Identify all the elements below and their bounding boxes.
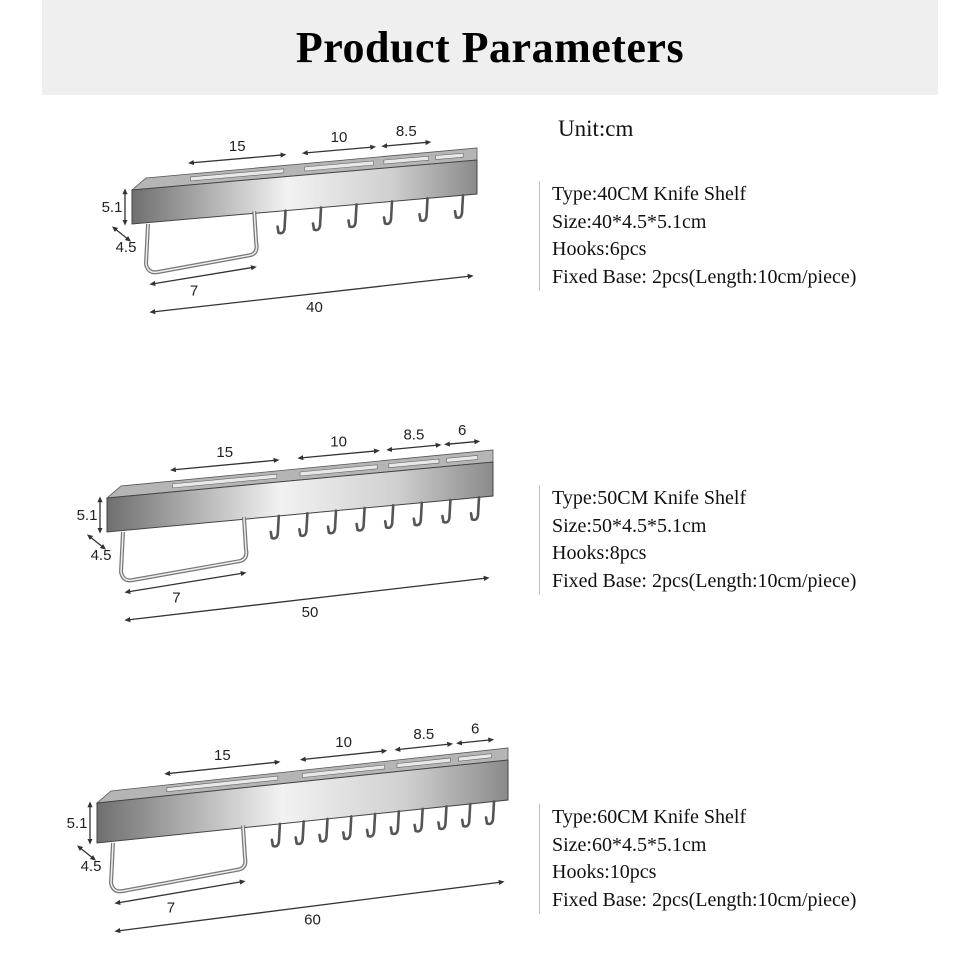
slot4-label: 6: [470, 720, 480, 738]
hook: [415, 809, 423, 832]
spec-base: Fixed Base: 2pcs(Length:10cm/piece): [552, 569, 857, 592]
hook: [486, 801, 494, 824]
hook: [296, 821, 304, 844]
height-label: 5.1: [101, 199, 123, 216]
spec-size: Size:50*4.5*5.1cm: [552, 514, 707, 537]
slot2-label: 10: [330, 433, 347, 451]
page-title: Product Parameters: [295, 23, 685, 72]
hook: [438, 806, 446, 829]
slot4-dimension: [459, 740, 492, 743]
hook: [391, 811, 399, 834]
height-label: 5.1: [66, 815, 88, 832]
spec-type: Type:40CM Knife Shelf: [552, 183, 747, 205]
rail-label: 7: [172, 589, 181, 607]
spec-base: Fixed Base: 2pcs(Length:10cm/piece): [552, 888, 857, 911]
hook: [462, 804, 470, 827]
slot3-dimension: [397, 744, 450, 750]
spec-type: Type:50CM Knife Shelf: [552, 487, 747, 509]
hook: [272, 824, 280, 847]
spec-hooks: Hooks:8pcs: [552, 542, 647, 564]
hook: [343, 816, 351, 839]
length-label: 40: [306, 299, 323, 316]
spec-type: Type:60CM Knife Shelf: [552, 806, 747, 828]
length-label: 50: [301, 604, 319, 621]
slot2-label: 10: [335, 734, 352, 752]
depth-label: 4.5: [90, 547, 112, 564]
slot2-label: 10: [330, 129, 348, 146]
slot1-label: 15: [216, 444, 234, 462]
height-label: 5.1: [76, 507, 98, 524]
slot4-label: 6: [457, 421, 467, 439]
depth-label: 4.5: [115, 239, 137, 256]
slot3-label: 8.5: [413, 725, 435, 743]
spec-size: Size:60*4.5*5.1cm: [552, 833, 707, 856]
spec-base: Fixed Base: 2pcs(Length:10cm/piece): [552, 265, 857, 288]
hook: [319, 819, 327, 842]
slot2-dimension: [303, 751, 385, 760]
slot1-label: 15: [214, 746, 231, 764]
unit-label: Unit:cm: [558, 116, 634, 141]
spec-size: Size:40*4.5*5.1cm: [552, 210, 707, 233]
slot3-label: 8.5: [395, 123, 417, 141]
length-label: 60: [304, 911, 321, 929]
rail-label: 7: [166, 899, 176, 917]
spec-hooks: Hooks:10pcs: [552, 861, 657, 883]
depth-label: 4.5: [80, 858, 102, 875]
slot3-label: 8.5: [403, 426, 425, 444]
spec-hooks: Hooks:6pcs: [552, 238, 647, 260]
rail-dimension: [117, 882, 243, 903]
rail-label: 7: [189, 282, 199, 300]
slot1-label: 15: [228, 137, 246, 155]
hook: [367, 814, 375, 837]
